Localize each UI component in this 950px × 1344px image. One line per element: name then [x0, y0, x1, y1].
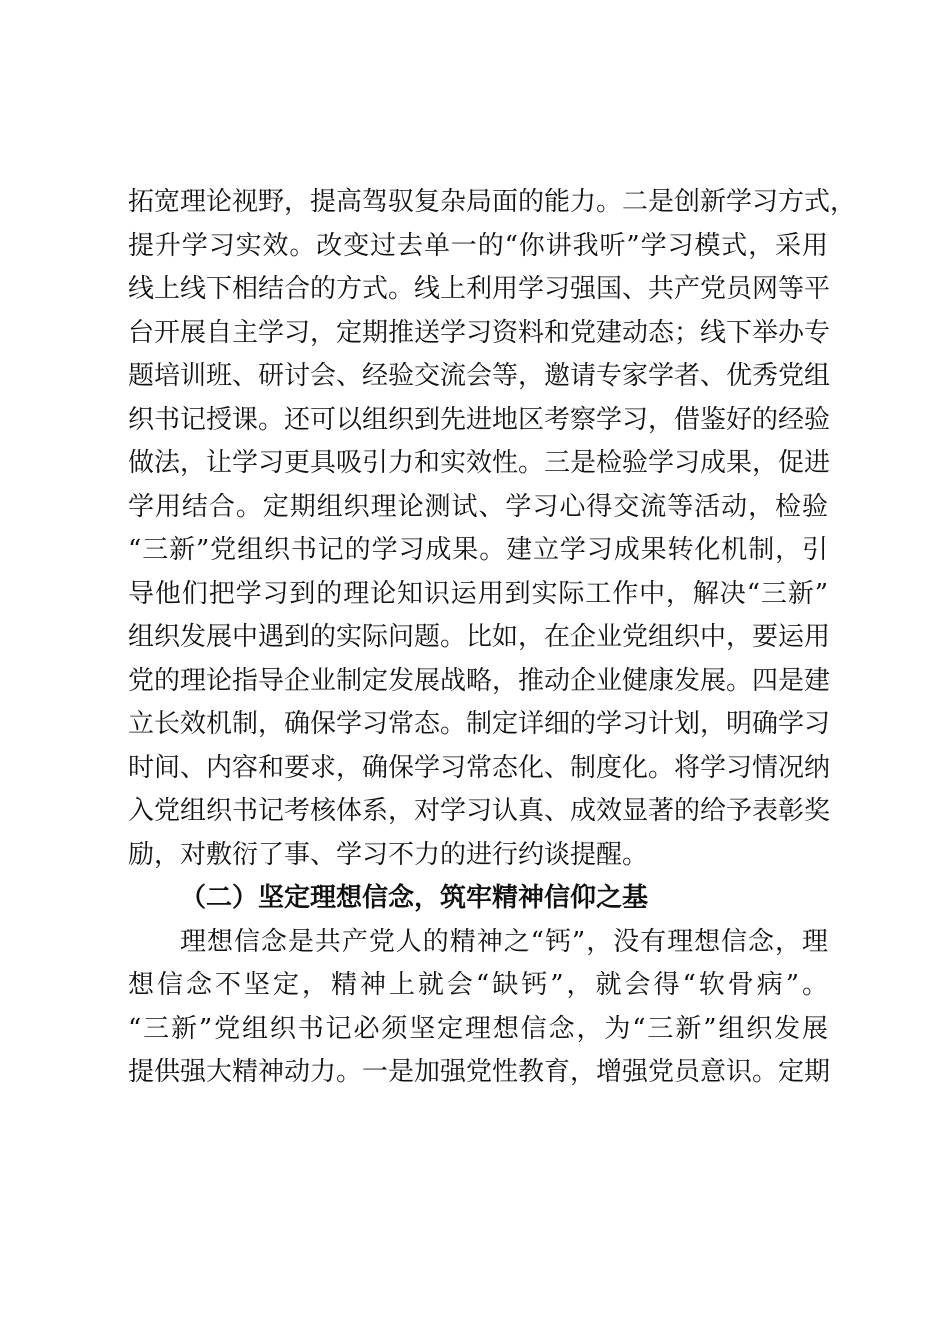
text-line: 理想信念是共产党人的精神之“钙”，没有理想信念，理 — [180, 926, 828, 957]
paragraph-2 — [128, 924, 831, 1098]
text-line: 入党组织书记考核体系，对学习认真、成效显著的给予表彰奖 — [128, 796, 831, 826]
text-line: 立长效机制，确保学习常态。制定详细的学习计划，明确学习 — [128, 709, 831, 739]
text-line: 想信念不坚定，精神上就会“缺钙”，就会得“软骨病”。 — [128, 970, 828, 1000]
text-line: 励，对敷衍了事、学习不力的进行约谈提醒。 — [128, 839, 649, 870]
text-line: 台开展自主学习，定期推送学习资料和党建动态；线下举办专 — [128, 317, 831, 348]
text-line: 学用结合。定期组织理论测试、学习心得交流等活动，检验 — [128, 491, 828, 522]
text-line: 线上线下相结合的方式。线上利用学习强国、共产党员网等平 — [128, 274, 831, 304]
text-line: 做法，让学习更具吸引力和实效性。三是检验学习成果，促进 — [128, 448, 831, 478]
text-line: 提供强大精神动力。一是加强党性教育，增强党员意识。定期 — [128, 1057, 831, 1087]
text-line: 导他们把学习到的理论知识运用到实际工作中，解决“三新” — [128, 578, 828, 609]
text-line: 织书记授课。还可以组织到先进地区考察学习，借鉴好的经验 — [128, 404, 831, 435]
text-line: 提升学习实效。改变过去单一的“你讲我听”学习模式，采用 — [128, 230, 828, 261]
text-line: 题培训班、研讨会、经验交流会等，邀请专家学者、优秀党组 — [128, 361, 831, 391]
text-line: “三新”党组织书记必须坚定理想信念，为“三新”组织发展 — [128, 1013, 828, 1044]
paragraph-1 — [128, 184, 857, 880]
text-line: 党的理论指导企业制定发展战略，推动企业健康发展。四是建 — [128, 665, 831, 696]
text-line: 组织发展中遇到的实际问题。比如，在企业党组织中，要运用 — [128, 622, 831, 652]
document-body — [128, 184, 857, 1098]
section-heading: （二）坚定理想信念，筑牢精神信仰之基 — [180, 883, 649, 913]
text-line: 拓宽理论视野，提高驾驭复杂局面的能力。二是创新学习方式， — [128, 187, 857, 217]
text-line: 时间、内容和要求，确保学习常态化、制度化。将学习情况纳 — [128, 752, 831, 783]
text-line: “三新”党组织书记的学习成果。建立学习成果转化机制，引 — [128, 535, 828, 565]
